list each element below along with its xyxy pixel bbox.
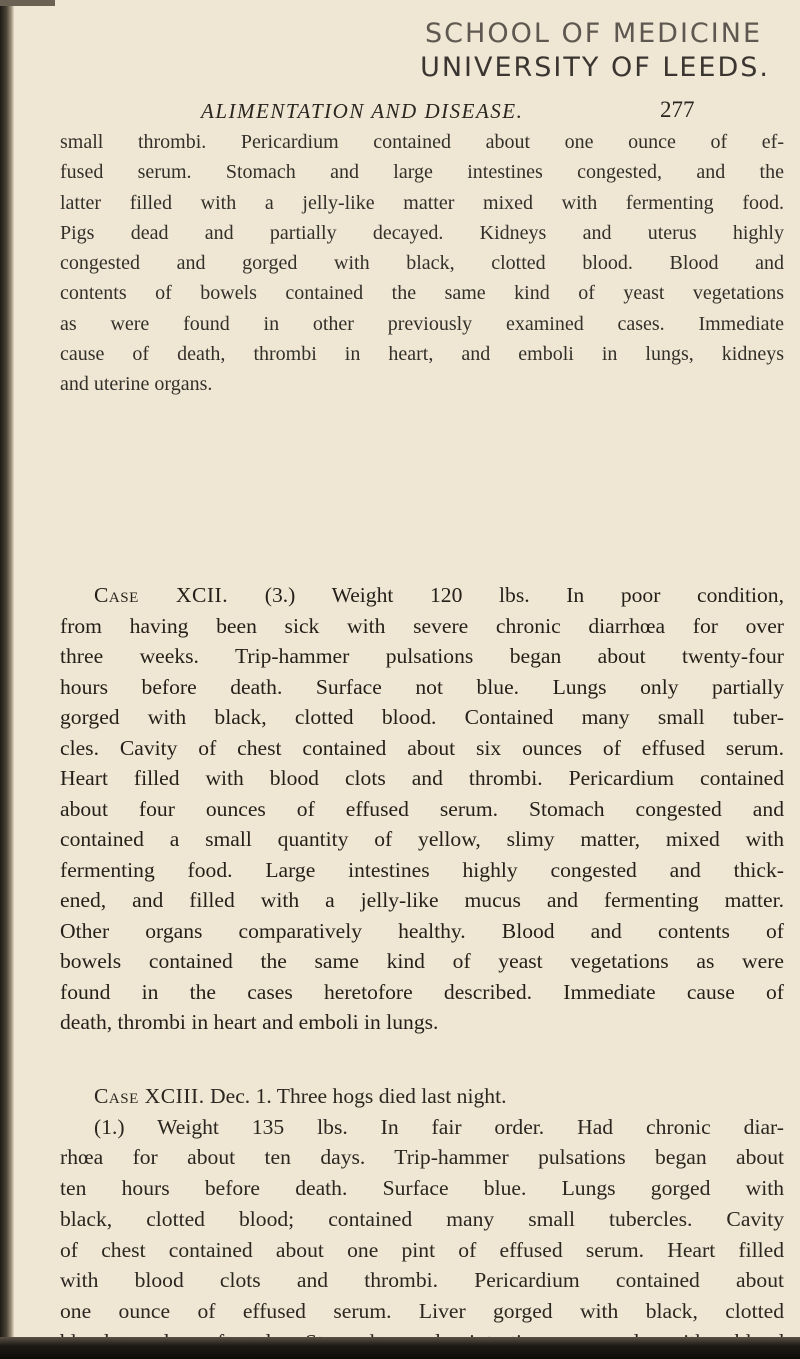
book-binding-edge bbox=[0, 0, 14, 1359]
text-line: of chest contained about one pint of effused serum. Heart filled bbox=[60, 1237, 784, 1262]
text-line: small thrombi. Pericardium contained about one ounce of ef- bbox=[60, 131, 784, 153]
binding-corner bbox=[0, 0, 55, 6]
case-xcii-paragraph bbox=[60, 580, 784, 1038]
text-line: latter filled with a jelly-like matter mixed with fermenting food. bbox=[60, 191, 784, 214]
text-line: rhœa for about ten days. Trip-hammer pulsations began about bbox=[60, 1145, 784, 1170]
case-first-line bbox=[60, 580, 784, 611]
running-header-title: ALIMENTATION AND DISEASE. bbox=[201, 99, 524, 123]
text-line: ten hours before death. Surface blue. Lungs gorged with bbox=[60, 1176, 784, 1201]
text-line: one ounce of effused serum. Liver gorged with black, clotted bbox=[60, 1298, 784, 1323]
text-line: contents of bowels contained the same kind of yeast vegetations bbox=[60, 282, 784, 305]
text-line: death, thrombi in heart and emboli in lungs. bbox=[60, 1010, 439, 1034]
text-line: fused serum. Stomach and large intestines congested, and the bbox=[60, 161, 784, 184]
text-line: congested and gorged with black, clotted blood. Blood and bbox=[60, 252, 784, 275]
text-line: with blood clots and thrombi. Pericardium contained about bbox=[60, 1268, 784, 1293]
text-line: about four ounces of effused serum. Stomach congested and bbox=[60, 796, 784, 821]
text-line: Other organs comparatively healthy. Blood and contents of bbox=[60, 918, 784, 943]
text-line: cles. Cavity of chest contained about six ounces of effused serum. bbox=[60, 735, 784, 760]
library-stamp-line-1: SCHOOL OF MEDICINE bbox=[425, 18, 762, 49]
case-xciii-paragraph bbox=[60, 1081, 784, 1357]
text-line: found in the cases heretofore described. Immediate cause of bbox=[60, 979, 784, 1004]
text-line: gorged with black, clotted blood. Contained many small tuber- bbox=[60, 705, 784, 729]
library-stamp-line-2: UNIVERSITY OF LEEDS. bbox=[420, 52, 770, 83]
page-number: 277 bbox=[660, 97, 695, 122]
paragraph-continuation bbox=[60, 127, 784, 400]
case-heading: Case XCIII. bbox=[94, 1084, 205, 1108]
text-line: ened, and filled with a jelly-like mucus and fermenting matter. bbox=[60, 888, 784, 912]
text-line: fermenting food. Large intestines highly congested and thick- bbox=[60, 857, 784, 882]
text-line: three weeks. Trip-hammer pulsations began about twenty-four bbox=[60, 644, 784, 668]
text-line: (1.) Weight 135 lbs. In fair order. Had chronic diar- bbox=[94, 1114, 784, 1139]
text-line: hours before death. Surface not blue. Lungs only partially bbox=[60, 674, 784, 699]
text-line: Pigs dead and partially decayed. Kidneys and uterus highly bbox=[60, 221, 784, 244]
case-first-line bbox=[60, 1081, 784, 1112]
text-line: (3.) Weight 120 lbs. In poor condition, bbox=[264, 583, 784, 607]
case-heading: Case XCII. bbox=[94, 583, 229, 607]
text-line: and uterine organs. bbox=[60, 373, 213, 396]
text-line: Dec. 1. Three hogs died last night. bbox=[210, 1084, 507, 1108]
text-line: Heart filled with blood clots and thrombi. Pericardium contained bbox=[60, 766, 784, 790]
text-line: as were found in other previously examined cases. Immediate bbox=[60, 312, 784, 335]
text-line: black, clotted blood; contained many small tubercles. Cavity bbox=[60, 1206, 784, 1231]
text-line: from having been sick with severe chronic diarrhœa for over bbox=[60, 613, 784, 638]
text-line: contained a small quantity of yellow, slimy matter, mixed with bbox=[60, 827, 784, 851]
text-line: bowels contained the same kind of yeast vegetations as were bbox=[60, 949, 784, 973]
text-line: cause of death, thrombi in heart, and emboli in lungs, kidneys bbox=[60, 343, 784, 366]
page-bottom-edge bbox=[0, 1337, 800, 1359]
